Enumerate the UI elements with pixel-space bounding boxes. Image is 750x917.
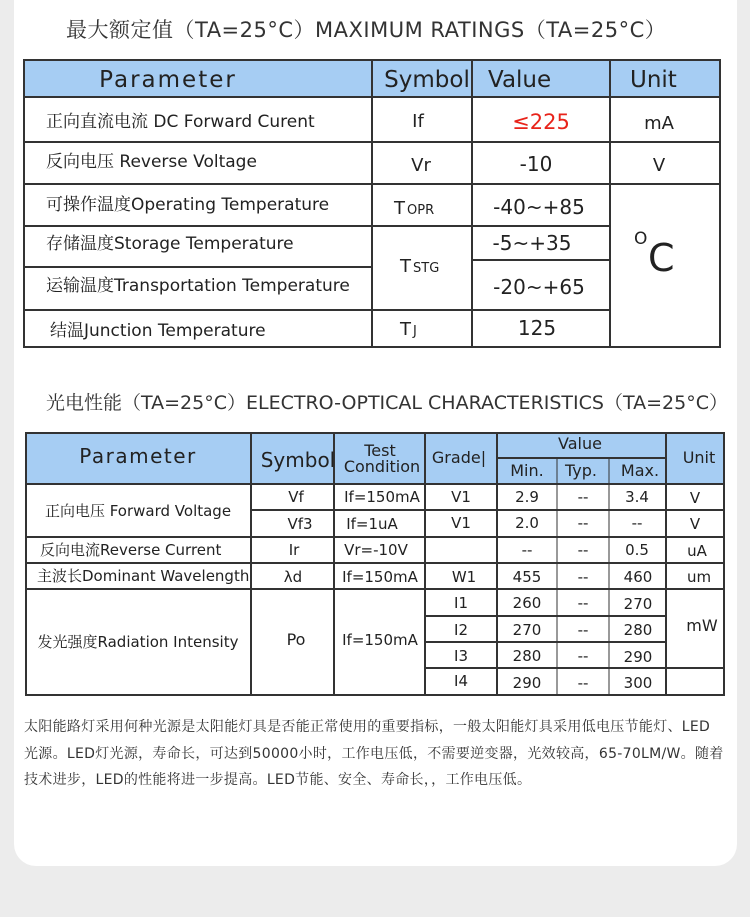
t2-r1-typ: -- bbox=[577, 488, 589, 506]
t1-row3-symbol-main: T bbox=[394, 198, 405, 219]
t2-r3-unit: uA bbox=[687, 542, 707, 560]
t1-row4-value: -5~+35 bbox=[492, 231, 572, 255]
t2-r4-min: 455 bbox=[512, 568, 542, 586]
t2-header-typ: Typ. bbox=[565, 461, 597, 480]
t2-forward-voltage-label: 正向电压 Forward Voltage bbox=[44, 502, 232, 520]
t2-r4-grade: W1 bbox=[451, 568, 477, 586]
t1-row5-value: -20~+65 bbox=[493, 275, 585, 299]
t1-row2-unit: V bbox=[652, 155, 666, 176]
t2-header-min: Min. bbox=[510, 461, 544, 480]
t2-r2-min: 2.0 bbox=[515, 514, 539, 532]
t2-r1-grade: V1 bbox=[451, 488, 471, 506]
t2-r6-grade: I2 bbox=[454, 621, 468, 639]
t2-r8-typ: -- bbox=[577, 674, 589, 692]
t1-row2-symbol: Vr bbox=[411, 155, 431, 176]
t2-r1-condition: If=150mA bbox=[344, 488, 420, 506]
t2-r1-min: 2.9 bbox=[515, 488, 539, 506]
t2-header-test-line1: Test bbox=[364, 441, 396, 460]
t2-r5-typ: -- bbox=[577, 594, 589, 612]
t2-radiation-unit: mW bbox=[686, 616, 718, 635]
t1-row3-value: -40~+85 bbox=[493, 195, 585, 219]
t2-r1-symbol: Vf bbox=[288, 488, 304, 506]
t2-r6-typ: -- bbox=[577, 621, 589, 639]
t2-header-test-line2: Condition bbox=[343, 457, 421, 476]
t1-row6-parameter: 结温Junction Temperature bbox=[50, 321, 266, 341]
t1-row1-symbol: If bbox=[412, 111, 424, 132]
t1-row3-symbol-sub: OPR bbox=[407, 203, 435, 218]
t1-row6-symbol-sub: J bbox=[413, 324, 417, 339]
t2-header-parameter: Parameter bbox=[79, 444, 197, 468]
t1-row3-parameter: 可操作温度Operating Temperature bbox=[46, 195, 330, 215]
t2-r4-symbol: λd bbox=[283, 568, 303, 586]
t2-header-symbol: Symbol bbox=[260, 448, 336, 472]
t2-header-value: Value bbox=[558, 434, 602, 453]
t2-r5-max: 270 bbox=[623, 595, 653, 613]
light-source-note: 太阳能路灯采用何种光源是太阳能灯具是否能正常使用的重要指标，一般太阳能灯具采用低电压节能灯、LED光源。LED灯光源，寿命长，可达到50000小时，工作电压低，不需要逆变器，光效较高，65-70LM/W。随着技术进步，LED的性能将进一步提高。LED节能、安全、寿命长，，工作电压低。 bbox=[24, 719, 724, 788]
t2-r2-max: -- bbox=[631, 514, 643, 532]
t2-radiation-condition: If=150mA bbox=[342, 631, 418, 649]
t2-header-max: Max. bbox=[620, 461, 660, 480]
t2-header-grade: Grade| bbox=[431, 448, 487, 467]
t1-row2-parameter: 反向电压 Reverse Voltage bbox=[46, 152, 257, 172]
t2-r4-max: 460 bbox=[623, 568, 653, 586]
t2-r7-min: 280 bbox=[512, 647, 542, 665]
t2-r8-grade: I4 bbox=[454, 672, 468, 690]
t2-r4-unit: um bbox=[686, 568, 712, 586]
t2-r8-max: 300 bbox=[623, 674, 653, 692]
t2-r6-max: 280 bbox=[623, 621, 653, 639]
t2-r2-unit: V bbox=[689, 515, 701, 533]
t2-r3-parameter: 反向电流Reverse Current bbox=[40, 541, 222, 559]
t1-row45-symbol-main: T bbox=[400, 256, 411, 277]
t1-row6-value: 125 bbox=[517, 316, 557, 340]
t2-r5-grade: I1 bbox=[454, 594, 468, 612]
t2-r1-unit: V bbox=[689, 489, 701, 507]
t1-temp-unit-super: O bbox=[634, 229, 648, 249]
t2-r4-condition: If=150mA bbox=[342, 568, 418, 586]
t2-r3-typ: -- bbox=[577, 541, 589, 559]
t2-r3-condition: Vr=-10V bbox=[344, 541, 408, 559]
t1-row1-value: ≤225 bbox=[512, 110, 570, 134]
t1-header-parameter: Parameter bbox=[99, 67, 237, 93]
t2-r2-typ: -- bbox=[577, 514, 589, 532]
t2-r1-max: 3.4 bbox=[625, 488, 649, 506]
t2-r7-grade: I3 bbox=[454, 647, 468, 665]
t1-row1-parameter: 正向直流电流 DC Forward Curent bbox=[46, 112, 315, 132]
t2-r7-max: 290 bbox=[623, 648, 653, 666]
t1-header-symbol: Symbol bbox=[384, 67, 470, 93]
t2-r2-grade: V1 bbox=[451, 514, 471, 532]
max-ratings-title: 最大额定值（TA=25°C）MAXIMUM RATINGS（TA=25°C） bbox=[66, 18, 667, 42]
t2-r3-symbol: Ir bbox=[288, 541, 300, 559]
t2-r2-symbol: Vf3 bbox=[287, 515, 313, 533]
t2-r4-parameter: 主波长Dominant Wavelength bbox=[37, 567, 250, 585]
t1-temp-unit-main: C bbox=[648, 236, 675, 280]
t2-r2-condition: If=1uA bbox=[346, 515, 398, 533]
t1-row2-value: -10 bbox=[519, 152, 553, 176]
t1-row45-symbol-sub: STG bbox=[413, 261, 440, 276]
t2-r6-min: 270 bbox=[512, 621, 542, 639]
t1-row1-unit: mA bbox=[644, 113, 674, 134]
t2-r3-min: -- bbox=[521, 541, 533, 559]
t2-r3-max: 0.5 bbox=[625, 541, 649, 559]
t2-r4-typ: -- bbox=[577, 568, 589, 586]
t2-radiation-symbol: Po bbox=[286, 630, 306, 649]
t1-row4-parameter: 存储温度Storage Temperature bbox=[46, 234, 294, 254]
t2-r8-min: 290 bbox=[512, 674, 542, 692]
t2-r7-typ: -- bbox=[577, 647, 589, 665]
t1-row5-parameter: 运输温度Transportation Temperature bbox=[46, 276, 350, 296]
t2-header-unit: Unit bbox=[682, 448, 716, 467]
t1-header-unit: Unit bbox=[630, 67, 677, 93]
t2-r5-min: 260 bbox=[512, 594, 542, 612]
eo-title: 光电性能（TA=25°C）ELECTRO-OPTICAL CHARACTERISTICS（TA=25°C） bbox=[46, 392, 728, 414]
t1-header-value: Value bbox=[488, 67, 552, 93]
t1-row6-symbol-main: T bbox=[400, 319, 411, 340]
t2-radiation-label: 发光强度Radiation Intensity bbox=[37, 633, 239, 651]
